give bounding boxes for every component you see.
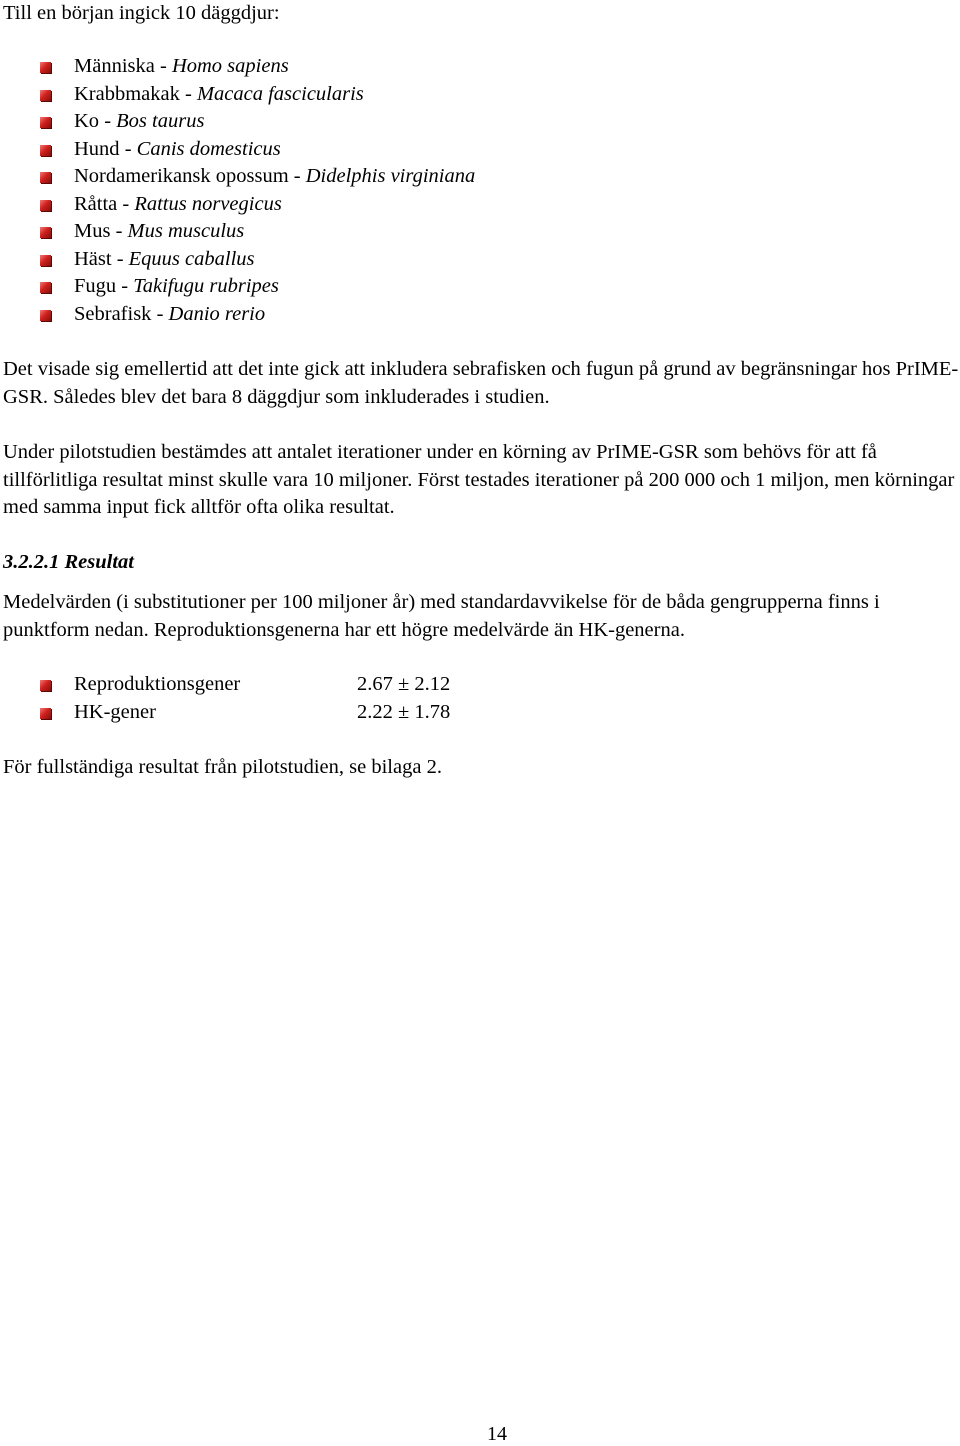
- species-item: Mus - Mus musculus: [40, 218, 475, 246]
- species-common: Hund: [74, 137, 120, 160]
- species-common: Krabbmakak: [74, 82, 180, 105]
- species-item: Fugu - Takifugu rubripes: [40, 273, 475, 301]
- species-list: [40, 53, 475, 328]
- species-scientific: Rattus norvegicus: [134, 192, 282, 215]
- gene-group-value: 2.67 ± 2.12: [357, 673, 451, 695]
- bullet-icon: [40, 62, 51, 73]
- species-scientific: Takifugu rubripes: [133, 275, 279, 297]
- species-scientific: Mus musculus: [127, 220, 245, 242]
- bullet-icon: [40, 200, 51, 211]
- species-scientific: Equus caballus: [128, 247, 255, 270]
- species-item: Häst - Equus caballus: [40, 246, 475, 274]
- bullet-icon: [40, 117, 51, 128]
- species-item: Råtta - Rattus norvegicus: [40, 191, 475, 219]
- page-number: 14: [487, 1423, 507, 1445]
- species-item: Hund - Canis domesticus: [40, 136, 475, 164]
- species-common: Fugu: [74, 275, 117, 297]
- species-common: Ko: [74, 110, 100, 132]
- species-common: Mus: [74, 220, 111, 242]
- gene-group-name: HK-gener: [74, 700, 156, 723]
- species-scientific: Canis domesticus: [136, 137, 281, 160]
- bullet-icon: [40, 227, 51, 238]
- paragraph-results: Medelvärden (i substitutioner per 100 miljoner år) med standardavvikelse för de båda gengrupperna finns i punktform nedan. Reproduktionsgenerna har ett högre medelvärde än HK-generna.: [3, 591, 880, 641]
- paragraph-pilot-study: Under pilotstudien bestämdes att antalet iterationer under en körning av PrIME-GSR som behövs för att få tillförlitliga resultat minst skulle vara 10 miljoner. Först testades iterationer på 200 000 och 1 miljon, men körningar med samma input fick alltför ofta olika resultat.: [3, 441, 955, 518]
- gene-group-name: Reproduktionsgener: [74, 673, 241, 695]
- result-item: [40, 671, 450, 699]
- paragraph-appendix-ref: För fullständiga resultat från pilotstudien, se bilaga 2.: [3, 756, 442, 778]
- bullet-icon: [40, 90, 51, 101]
- bullet-icon: [40, 708, 51, 719]
- species-scientific: Macaca fascicularis: [196, 82, 364, 105]
- bullet-icon: [40, 282, 51, 293]
- species-item: Krabbmakak - Macaca fascicularis: [40, 81, 475, 109]
- bullet-icon: [40, 680, 51, 691]
- species-common: Häst: [74, 247, 112, 270]
- gene-group-value: 2.22 ± 1.78: [357, 700, 451, 723]
- species-item: Sebrafisk - Danio rerio: [40, 301, 475, 329]
- species-item: Nordamerikansk opossum - Didelphis virginiana: [40, 163, 475, 191]
- paragraph-exclusion: Det visade sig emellertid att det inte gick att inkludera sebrafisken och fugun på grund av begränsningar hos PrIME-GSR. Således blev det bara 8 däggdjur som inkluderades i studien.: [3, 358, 959, 408]
- bullet-icon: [40, 255, 51, 266]
- species-scientific: Bos taurus: [116, 110, 205, 132]
- species-scientific: Homo sapiens: [171, 55, 289, 77]
- species-item: Människa - Homo sapiens: [40, 53, 475, 81]
- species-common: Råtta: [74, 192, 118, 215]
- species-common: Människa: [74, 55, 155, 77]
- bullet-icon: [40, 145, 51, 156]
- species-item: Ko - Bos taurus: [40, 108, 475, 136]
- species-scientific: Danio rerio: [168, 302, 266, 325]
- bullet-icon: [40, 172, 51, 183]
- result-item: [40, 699, 450, 727]
- species-common: Nordamerikansk opossum: [74, 165, 289, 187]
- species-common: Sebrafisk: [74, 302, 152, 325]
- section-heading: 3.2.2.1 Resultat: [3, 551, 134, 573]
- bullet-icon: [40, 310, 51, 321]
- results-list: [40, 671, 450, 726]
- species-scientific: Didelphis virginiana: [305, 165, 476, 187]
- intro-text: Till en början ingick 10 däggdjur:: [3, 2, 280, 24]
